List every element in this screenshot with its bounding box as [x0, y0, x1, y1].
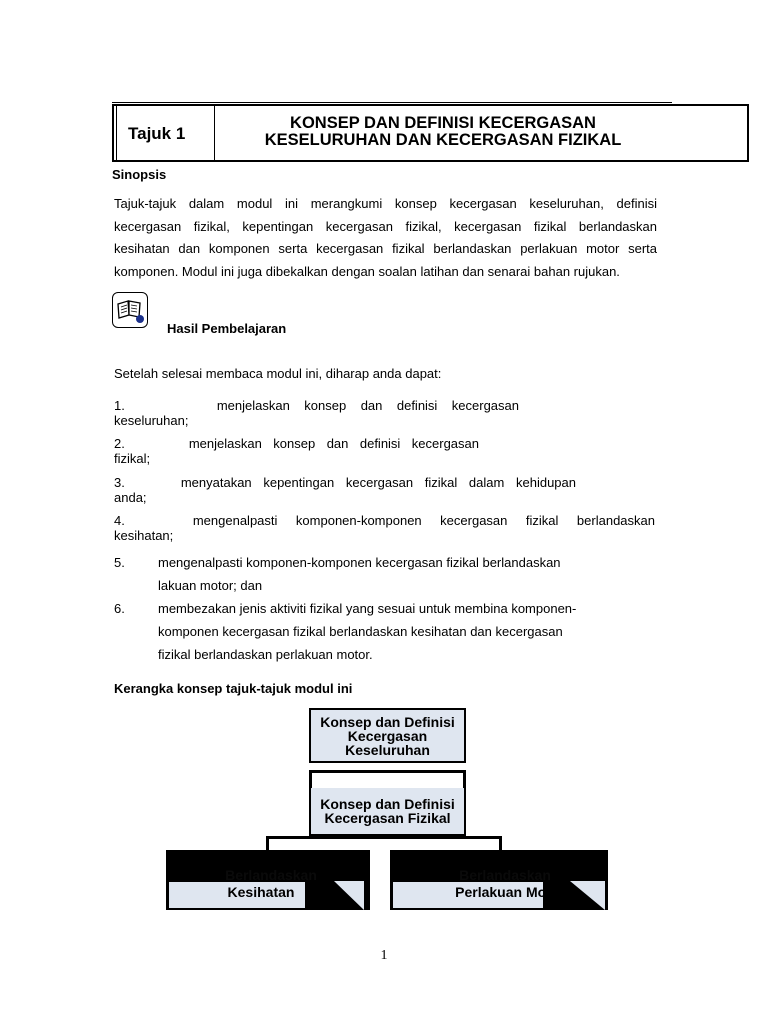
- sinopsis-line: kecergasan fizikal, kepentingan kecergasan fizikal, kecergasan fizikal berlandaskan: [114, 218, 657, 234]
- sinopsis-line: kesihatan dan komponen serta kecergasan fizikal berlandaskan perlakuan motor serta: [114, 241, 657, 256]
- objective-number: 6.: [114, 601, 125, 616]
- connector-line: [266, 836, 269, 851]
- box-line: Kecergasan Fizikal: [324, 810, 451, 826]
- connector-bar: [266, 836, 502, 839]
- hasil-intro: Setelah selesai membaca modul ini, diharap anda dapat:: [114, 366, 442, 381]
- sinopsis-line: Tajuk-tajuk dalam modul ini merangkumi konsep kecergasan keseluruhan, definisi: [114, 196, 657, 211]
- book-icon: [112, 292, 148, 328]
- topic-title-line1: KONSEP DAN DEFINISI KECERGASAN: [290, 114, 596, 132]
- sinopsis-heading: Sinopsis: [112, 167, 167, 182]
- objective-item: [114, 398, 519, 413]
- header-top-rule: [112, 102, 672, 103]
- box-line: Perlakuan Motor: [455, 885, 565, 900]
- topic-title-line2: KESELURUHAN DAN KECERGASAN FIZIKAL: [264, 131, 622, 149]
- corner-wedge: [334, 881, 370, 910]
- connector-bar: [309, 770, 466, 773]
- objective-number: 3.: [114, 475, 125, 490]
- header-divider: [214, 104, 215, 162]
- objective-item: [114, 551, 561, 597]
- concept-box-keseluruhan: [309, 708, 466, 763]
- concept-box-kesihatan: [166, 850, 370, 910]
- objective-item: [114, 597, 576, 666]
- header-inner-rule: [116, 104, 117, 162]
- objective-continuation: kesihatan;: [114, 528, 174, 543]
- box-line: Berlandaskan: [225, 868, 317, 882]
- objective-continuation: fizikal;: [114, 451, 151, 466]
- connector-line: [309, 770, 312, 790]
- objective-number: 1.: [114, 398, 125, 413]
- objective-text: mengenalpasti komponen-komponen kecergasan fizikal berlandaskan: [192, 513, 655, 528]
- objective-text: menyatakan kepentingan kecergasan fizikal dalam kehidupan: [180, 475, 576, 490]
- objective-number: 5.: [114, 555, 125, 570]
- concept-box-perlakuan-motor: [390, 850, 608, 910]
- box-line: Berlandaskan: [459, 868, 551, 882]
- objective-number: 2.: [114, 436, 125, 451]
- tajuk-label: Tajuk 1: [128, 124, 186, 143]
- objective-item: [114, 475, 576, 490]
- objective-item: [114, 436, 479, 451]
- objective-text: lakuan motor; dan: [158, 578, 263, 593]
- kerangka-heading: Kerangka konsep tajuk-tajuk modul ini: [114, 681, 353, 696]
- objective-text: membezakan jenis aktiviti fizikal yang sesuai untuk membina komponen-: [158, 601, 577, 616]
- box-line: Kecergasan: [347, 728, 428, 744]
- objective-continuation: anda;: [114, 490, 147, 505]
- objective-text: menjelaskan konsep dan definisi kecergasan: [188, 436, 479, 451]
- objective-text: mengenalpasti komponen-komponen kecergasan fizikal berlandaskan: [158, 555, 561, 570]
- box-line: Keseluruhan: [345, 742, 430, 758]
- box-line: Konsep dan Definisi: [320, 714, 455, 730]
- concept-box-fizikal: [309, 788, 466, 836]
- connector-line: [463, 770, 466, 790]
- objective-text: menjelaskan konsep dan definisi kecergasan: [216, 398, 519, 413]
- box-line: Konsep dan Definisi: [320, 796, 455, 812]
- objective-text: fizikal berlandaskan perlakuan motor.: [158, 647, 373, 662]
- sinopsis-paragraph: [114, 193, 657, 283]
- corner-wedge: [570, 881, 608, 910]
- objective-continuation: keseluruhan;: [114, 413, 189, 428]
- objective-number: 4.: [114, 513, 125, 528]
- page-number: 1: [380, 948, 388, 963]
- topic-title: [218, 115, 668, 149]
- box-line: Kesihatan: [227, 884, 295, 900]
- objective-item: [114, 513, 655, 528]
- sinopsis-line: komponen. Modul ini juga dibekalkan dengan soalan latihan dan senarai bahan rujukan.: [114, 263, 620, 279]
- connector-line: [499, 836, 502, 851]
- objective-text: komponen kecergasan fizikal berlandaskan kesihatan dan kecergasan: [158, 624, 563, 639]
- hasil-heading: Hasil Pembelajaran: [167, 321, 287, 336]
